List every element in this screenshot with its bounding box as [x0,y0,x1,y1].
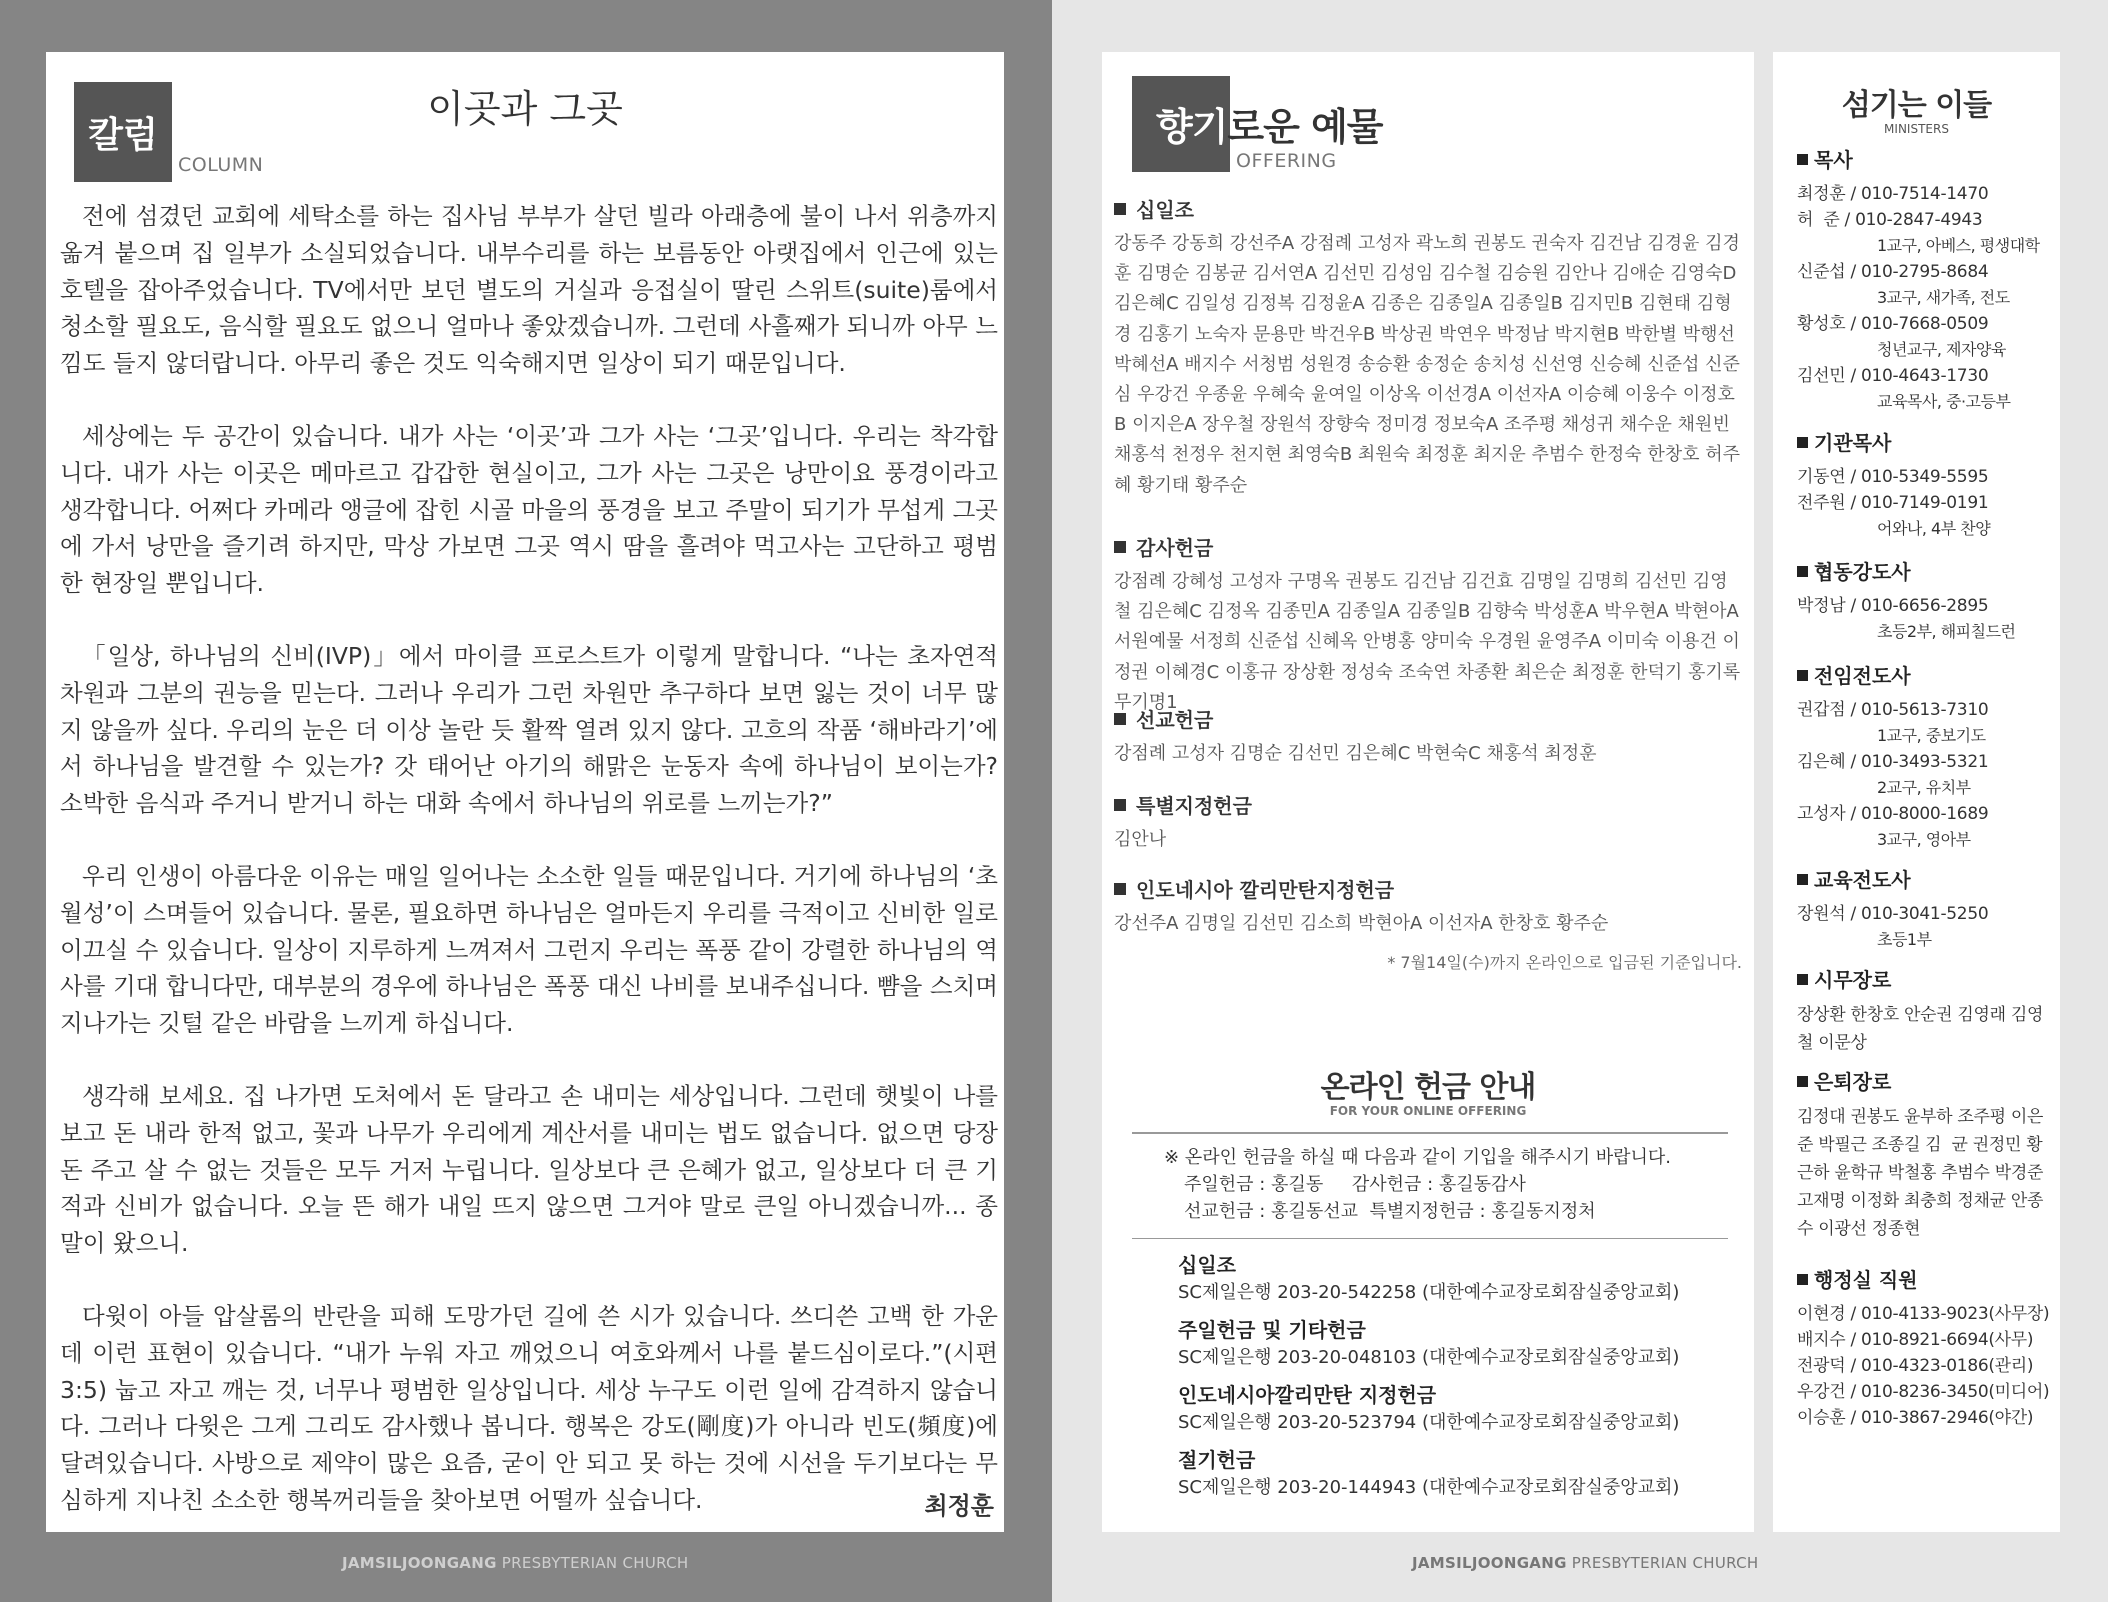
bank-account-number: SC제일은행 203-20-542258 (대한예수교장로회잠실중앙교회) [1178,1282,1680,1303]
offering-section-heading [1114,790,1744,819]
square-bullet-icon [1797,974,1808,985]
square-bullet-icon [1797,1076,1808,1087]
bank-account-number: SC제일은행 203-20-144943 (대한예수교장로회잠실중앙교회) [1178,1477,1680,1498]
ministers-section-heading [1797,864,2052,893]
notice-example-row: 주일헌금 : 홍길동 감사헌금 : 홍길동감사 [1184,1174,1526,1195]
column-tag-english: COLUMN [178,154,264,176]
offering-panel [1102,52,1754,1532]
ministers-section-heading [1797,1264,2052,1293]
ministers-section-title: 목사 [1814,148,1853,172]
square-bullet-icon [1797,874,1808,885]
minister-contact: 기동연 / 010-5349-5595 [1797,467,1989,487]
online-offering-notice [1164,1144,1671,1225]
bank-account-title: 십일조 [1178,1253,1236,1277]
minister-contact: 김선민 / 010-4643-1730 [1797,366,1989,386]
column-paragraph: 세상에는 두 공간이 있습니다. 내가 사는 ‘이곳’과 그가 사는 ‘그곳’입니다. 우리는 착각합니다. 내가 사는 이곳은 메마르고 갑갑한 현실이고, 그가 사는 그곳은 낭만이요 풍경이라고 생각합니다. 어쩌다 카메라 앵글에 잡힌 시골 마을의 풍경을 보고 주말이 되기가 무섭게 그곳에 가서 낭만을 즐기려 하지만, 막상 가보면 그곳 역시 땀을 흘려야 먹고사는 고단하고 평범한 현장일 뿐입니다. [60,421,998,598]
divider [1132,1132,1728,1134]
offering-note: * 7월14일(수)까지 온라인으로 입금된 기준입니다. [1387,953,1742,972]
ministers-section-heading [1797,964,2052,993]
bank-account [1178,1382,1738,1437]
footer-light: PRESBYTERIAN CHURCH [496,1554,689,1572]
column-paragraph: 생각해 보세요. 집 나가면 도처에서 돈 달라고 손 내미는 세상입니다. 그런데 햇빛이 나를 보고 돈 내라 한적 없고, 꽃과 나무가 우리에게 계산서를 내미는 법도 없습니다. 없으면 당장 돈 주고 살 수 없는 것들은 모두 거저 누립니다. 일상보다 큰 은혜가 없고, 일상보다 더 큰 기적과 신비가 없습니다. 오늘 뜬 해가 내일 뜨지 않으면 그거야 말로 큰일 아니겠습니까... 종말이 왔으니. [60,1081,998,1258]
bank-account-title: 절기헌금 [1178,1448,1256,1472]
ministers-title: 섬기는 이들 [1841,88,1992,123]
column-panel [46,52,1004,1532]
offering-section-heading [1114,532,1744,561]
footer-bold: JAMSILJOONGANG [1412,1554,1567,1572]
minister-role: 초등1부 [1877,930,1932,949]
column-paragraph: 다윗이 아들 압살롬의 반란을 피해 도망가던 길에 쓴 시가 있습니다. 쓰디쓴 고백 한 가운데 이런 표현이 있습니다. “내가 누워 자고 깨었으니 여호와께서 나를 붙드심이로다.”(시편 3:5) 눕고 자고 깨는 것, 너무나 평범한 일상입니다. 세상 누구도 이런 일에 감격하지 않습니다. 그러나 다윗은 그게 그리도 감사했나 봅니다. 행복은 강도(剛度)가 아니라 빈도(頻度)에 달려있습니다. 사방으로 제약이 많은 요즘, 굳이 안 되고 못 하는 것에 시선을 두기보다는 무심하게 지나친 소소한 행복꺼리들을 찾아보면 어떨까 싶습니다. [60,1301,998,1514]
online-offering-subtitle: FOR YOUR ONLINE OFFERING [1329,1104,1527,1118]
bank-account [1178,1317,1738,1372]
ministers-section-title: 기관목사 [1814,431,1892,455]
notice-example-row: 선교헌금 : 홍길동선교 특별지정헌금 : 홍길동지정처 [1184,1201,1596,1222]
square-bullet-icon [1797,437,1808,448]
column-author: 최정훈 [924,1492,994,1520]
ministers-section-heading [1797,144,2052,173]
staff-contact: 전광덕 / 010-4323-0186(관리) [1797,1356,2034,1376]
ministers-section-evangelist [1797,660,2052,853]
square-bullet-icon [1797,670,1808,681]
column-title: 이곳과 그곳 [427,87,623,131]
ministers-section-title: 협동강도사 [1814,560,1911,584]
minister-contact: 최정훈 / 010-7514-1470 [1797,184,1989,204]
offering-title-highlight: 향기 [1156,105,1228,149]
square-bullet-icon [1797,566,1808,577]
minister-contact: 황성호 / 010-7668-0509 [1797,314,1989,334]
online-offering-title: 온라인 헌금 안내 [1320,1070,1536,1105]
ministers-section-staff [1797,1264,2052,1431]
column-tag: 칼럼 [74,82,172,182]
bank-account [1178,1447,1738,1502]
minister-contact: 신준섭 / 010-2795-8684 [1797,262,1989,282]
square-bullet-icon [1797,1274,1808,1285]
ministers-section-title: 교육전도사 [1814,868,1911,892]
minister-contact: 권갑점 / 010-5613-7310 [1797,700,1989,720]
minister-role: 교육목사, 중·고등부 [1877,392,2011,411]
ministers-section-title: 행정실 직원 [1814,1268,1918,1292]
minister-role: 3교구, 영아부 [1877,830,1971,849]
minister-contact: 허 준 / 010-2847-4943 [1797,210,1983,230]
offering-names: 강동주 강동희 강선주A 강점례 고성자 곽노희 권봉도 권숙자 김건남 김경윤 김경훈 김명순 김봉균 김서연A 김선민 김성임 김수철 김승원 김안나 김애순 김영숙D 김은혜C 김일성 김정복 김정윤A 김종은 김종일A 김종일B 김지민B 김현태 김형경 김홍기 노숙자 문용만 박건우B 박상권 박연우 박정남 박지현B 박한별 박행선 박혜선A 배지수 서청범 성원경 송승환 송정순 송치성 신선영 신승혜 신준섭 신준심 우강건 우종윤 우혜숙 윤여일 이상옥 이선경A 이선자A 이승혜 이웅수 이정호B 이지은A 장우철 장원석 장향숙 정미경 정보숙A 조주평 채성귀 채수운 채원빈 채홍석 천정우 천지현 최영숙B 최원숙 최정훈 최지운 추범수 한정숙 한창호 허주혜 황기태 황주순 [1114,233,1740,496]
offering-tag-english: OFFERING [1236,150,1337,172]
ministers-section-org [1797,427,2052,542]
bank-account-number: SC제일은행 203-20-523794 (대한예수교장로회잠실중앙교회) [1178,1412,1680,1433]
ministers-section-heading [1797,556,2052,585]
offering-section-thanks [1114,532,1744,718]
ministers-section-retired-elders [1797,1066,2052,1243]
footer-light: PRESBYTERIAN CHURCH [1566,1554,1759,1572]
square-bullet-icon [1114,713,1126,725]
minister-role: 3교구, 새가족, 전도 [1877,288,2010,307]
offering-names: 김안나 [1114,829,1167,850]
offering-section-special [1114,790,1744,855]
ministers-section-heading [1797,1066,2052,1095]
square-bullet-icon [1114,541,1126,553]
ministers-section-elders [1797,964,2052,1057]
staff-contact: 이현경 / 010-4133-9023(사무장) [1797,1304,2050,1324]
retired-elders-list: 김정대 권봉도 윤부하 조주평 이은준 박필근 조종길 김 균 권정민 황근하 윤학규 박철홍 추범수 박경준 고재명 이정화 최충희 정채균 안종수 이광선 정종현 [1797,1107,2049,1239]
column-paragraph: 전에 섬겼던 교회에 세탁소를 하는 집사님 부부가 살던 빌라 아래층에 불이 나서 위층까지 옮겨 붙으며 집 일부가 소실되었습니다. 내부수리를 하는 보름동안 아랫집에서 인근에 있는 호텔을 잡아주었습니다. TV에서만 보던 별도의 거실과 응접실이 딸린 스위트(suite)룸에서 청소할 필요도, 음식할 필요도 없으니 얼마나 좋았겠습니까. 그런데 사흘째가 되니까 아무 느낌도 들지 않더랍니다. 아무리 좋은 것도 익숙해지면 일상이 되기 때문입니다. [60,202,998,378]
offering-names: 강점례 고성자 김명순 김선민 김은혜C 박현숙C 채홍석 최정훈 [1114,743,1597,764]
offering-section-title: 감사헌금 [1136,536,1214,560]
minister-role: 초등2부, 해피칠드런 [1877,622,2016,641]
offering-section-tithe [1114,194,1744,501]
offering-section-title: 선교헌금 [1136,708,1214,732]
minister-role: 2교구, 유치부 [1877,778,1971,797]
offering-names: 강점례 강혜성 고성자 구명옥 권봉도 김건남 김건효 김명일 김명희 김선민 김영철 김은혜C 김정옥 김종민A 김종일A 김종일B 김향숙 박성훈A 박우현A 박현아A 서원예물 서정희 신준섭 신혜옥 안병홍 양미숙 우경원 윤영주A 이미숙 이용건 이정권 이혜경C 이홍규 장상환 정성숙 조숙연 차종환 최은순 최정훈 한덕기 홍기록 무기명1 [1114,571,1741,713]
ministers-panel [1773,52,2060,1532]
offering-names: 강선주A 김명일 김선민 김소희 박현아A 이선자A 한창호 황주순 [1114,913,1609,934]
ministers-section-heading [1797,427,2052,456]
divider [1132,1238,1728,1239]
ministers-subtitle: MINISTERS [1884,122,1949,136]
offering-title-rest: 로운 예물 [1227,105,1383,149]
square-bullet-icon [1114,883,1126,895]
column-body [60,198,998,1519]
offering-section-heading [1114,874,1744,903]
ministers-section-title: 시무장로 [1814,968,1892,992]
staff-contact: 배지수 / 010-8921-6694(사무) [1797,1330,2034,1350]
minister-role: 1교구, 중보기도 [1877,726,1986,745]
offering-section-heading [1114,704,1744,733]
bank-account-title: 주일헌금 및 기타헌금 [1178,1318,1366,1342]
footer-church-name [1412,1554,1758,1572]
ministers-section-title: 전임전도사 [1814,664,1911,688]
offering-title [1156,96,1382,151]
ministers-section-heading [1797,660,2052,689]
column-paragraph: 「일상, 하나님의 신비(IVP)」에서 마이클 프로스트가 이렇게 말합니다. “나는 초자연적 차원과 그분의 권능을 믿는다. 그러나 우리가 그런 차원만 추구하다 보면 잃는 것이 너무 많지 않을까 싶다. 우리의 눈은 더 이상 놀란 듯 활짝 열려 있지 않다. 고흐의 작품 ‘해바라기’에서 하나님을 발견할 수 있는가? 갓 태어난 아기의 해맑은 눈동자 속에 하나님이 보이는가? 소박한 음식과 주거니 받거니 하는 대화 속에서 하나님의 위로를 느끼는가?” [60,641,998,818]
notice-text: ※ 온라인 헌금을 하실 때 다음과 같이 기입을 해주시기 바랍니다. [1164,1147,1671,1168]
column-paragraph: 우리 인생이 아름다운 이유는 매일 일어나는 소소한 일들 때문입니다. 거기에 하나님의 ‘초월성’이 스며들어 있습니다. 물론, 필요하면 하나님은 얼마든지 우리를 극적이고 신비한 일로 이끄실 수 있습니다. 일상이 지루하게 느껴져서 그런지 우리는 폭풍 같이 강렬한 하나님의 역사를 기대 합니다만, 대부분의 경우에 하나님은 폭풍 대신 나비를 보내주십니다. 뺨을 스치며 지나가는 깃털 같은 바람을 느끼게 하십니다. [60,861,998,1038]
square-bullet-icon [1114,203,1126,215]
bank-account-number: SC제일은행 203-20-048103 (대한예수교장로회잠실중앙교회) [1178,1347,1680,1368]
minister-contact: 전주원 / 010-7149-0191 [1797,493,1989,513]
minister-role: 어와나, 4부 찬양 [1877,519,1991,538]
offering-section-indonesia [1114,874,1744,939]
staff-contact: 우강건 / 010-8236-3450(미디어) [1797,1382,2050,1402]
ministers-section-pastor [1797,144,2052,415]
footer-bold: JAMSILJOONGANG [342,1554,497,1572]
offering-section-heading [1114,194,1744,223]
ministers-section-title: 은퇴장로 [1814,1070,1892,1094]
square-bullet-icon [1114,799,1126,811]
offering-section-title: 십일조 [1136,198,1194,222]
ministers-section-assoc [1797,556,2052,645]
offering-section-title: 특별지정헌금 [1136,794,1252,818]
minister-role: 청년교구, 제자양육 [1877,340,2006,359]
offering-section-title: 인도네시아 깔리만탄지정헌금 [1136,878,1395,902]
elders-list: 장상환 한창호 안순권 김영래 김영철 이문상 [1797,1005,2044,1053]
minister-contact: 고성자 / 010-8000-1689 [1797,804,1989,824]
bank-account-title: 인도네시아깔리만탄 지정헌금 [1178,1383,1437,1407]
minister-contact: 장원석 / 010-3041-5250 [1797,904,1989,924]
minister-role: 1교구, 아베스, 평생대학 [1877,236,2040,255]
ministers-section-education [1797,864,2052,953]
footer-church-name [342,1554,688,1572]
minister-contact: 김은혜 / 010-3493-5321 [1797,752,1989,772]
bank-account [1178,1252,1738,1307]
offering-section-mission [1114,704,1744,769]
minister-contact: 박정남 / 010-6656-2895 [1797,596,1989,616]
square-bullet-icon [1797,154,1808,165]
staff-contact: 이승훈 / 010-3867-2946(야간) [1797,1408,2034,1428]
